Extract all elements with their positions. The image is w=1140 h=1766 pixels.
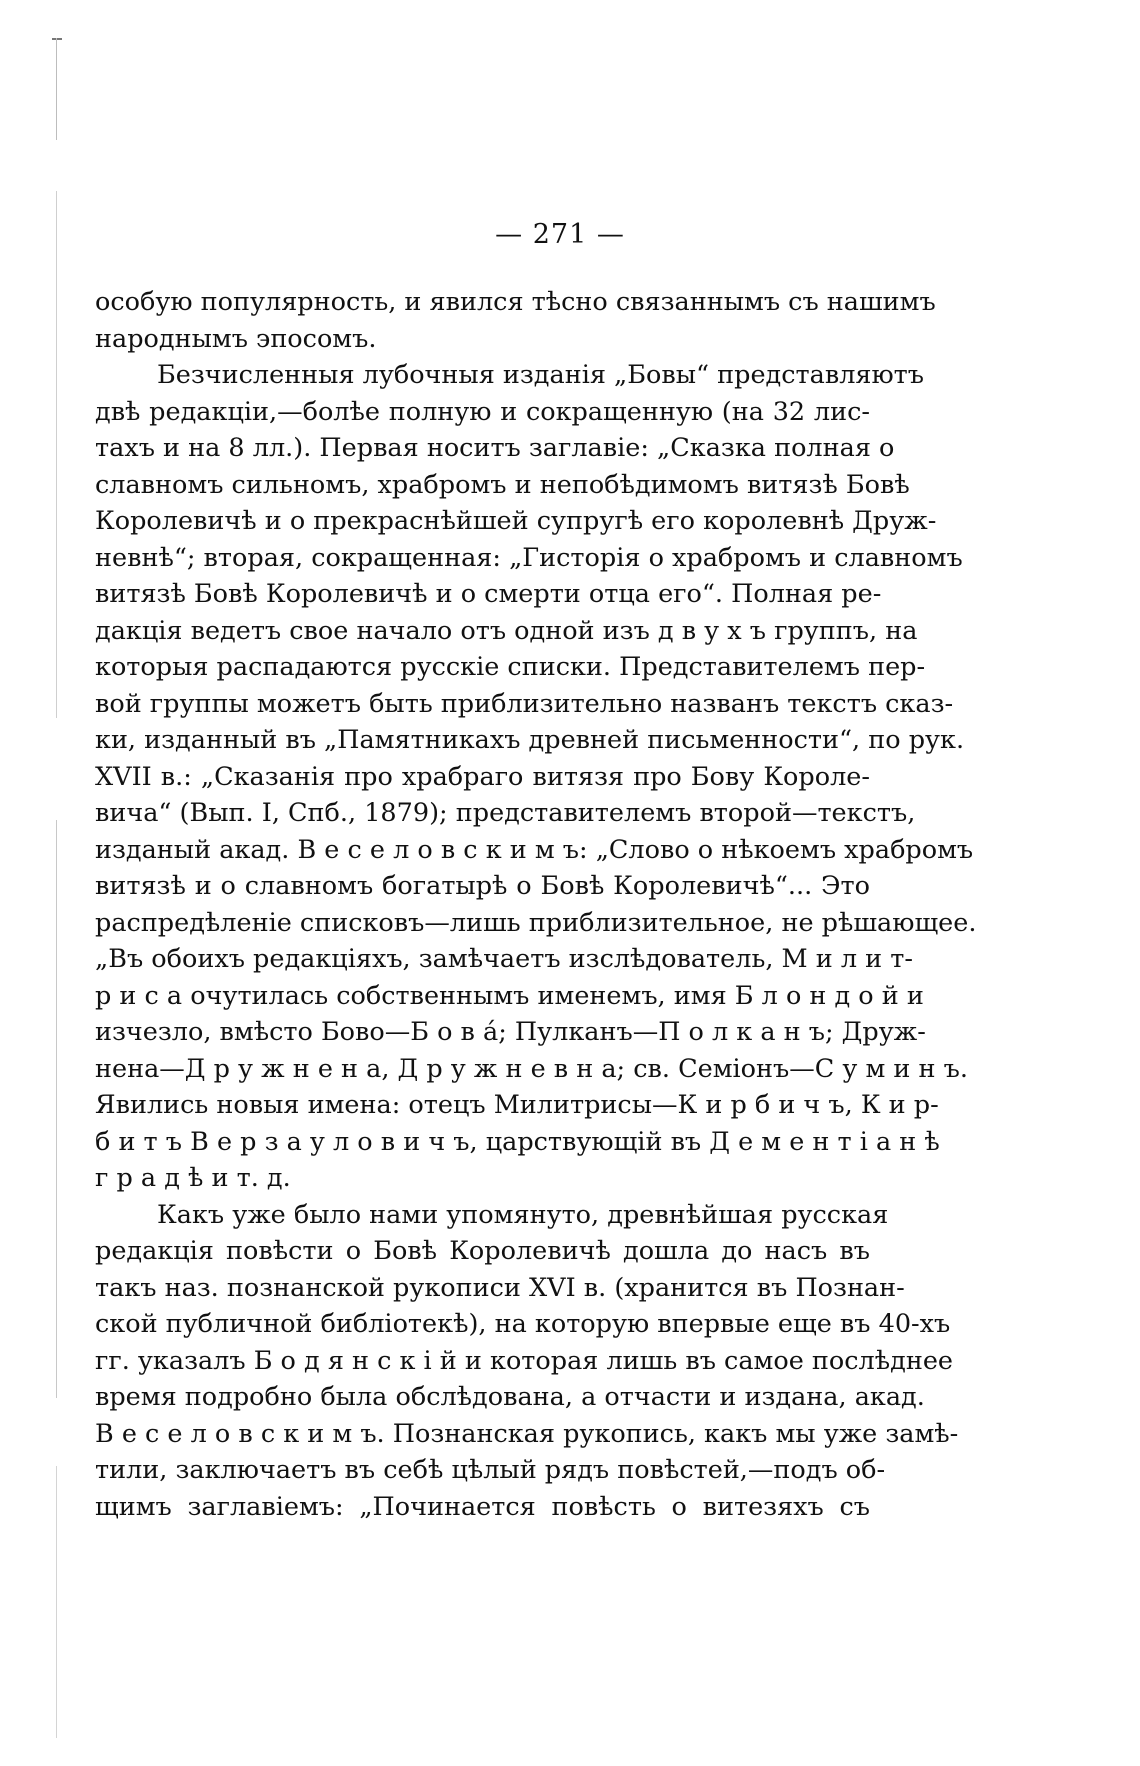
text-line: тили, заключаетъ въ себѣ цѣлый рядъ повѣстей,—подъ об-	[95, 1455, 886, 1485]
text-line: р и с а очутилась собственнымъ именемъ, имя Б л о н д о й и	[95, 980, 924, 1011]
text-line: Королевичѣ и о прекраснѣйшей супругѣ его королевнѣ Друж-	[95, 506, 937, 536]
body-text	[95, 284, 977, 1525]
text-line: такъ наз. познанской рукописи XVI в. (хранится въ Познан-	[95, 1272, 905, 1303]
text-line: двѣ редакціи,—болѣе полную и сокращенную (на 32 лис-	[95, 396, 870, 427]
text-line: витязѣ Бовѣ Королевичѣ и о смерти отца его“. Полная ре-	[95, 579, 882, 609]
text-line: XVII в.: „Сказанія про храбраго витязя про Бову Короле-	[95, 761, 870, 792]
text-line: В е с е л о в с к и м ъ. Познанская рукопись, какъ мы уже замѣ-	[95, 1418, 959, 1449]
text-line: Явились новыя имена: отецъ Милитрисы—К и р б и ч ъ, К и р-	[95, 1090, 939, 1120]
text-line: редакція повѣсти о Бовѣ Королевичѣ дошла до насъ въ	[95, 1236, 870, 1266]
text-line: дакція ведетъ свое начало отъ одной изъ д в у х ъ группъ, на	[95, 615, 918, 646]
text-line: невнѣ“; вторая, сокращенная: „Гисторія о храбромъ и славномъ	[95, 542, 963, 573]
text-line: щимъ заглавіемъ: „Починается повѣсть о витезяхъ съ	[95, 1491, 870, 1522]
text-line: Безчисленныя лубочныя изданія „Бовы“ представляютъ	[157, 360, 925, 390]
text-line: особую популярность, и явился тѣсно связаннымъ съ нашимъ	[95, 287, 936, 317]
text-line: ки, изданный въ „Памятникахъ древней письменности“, по рук.	[95, 725, 965, 755]
text-line: „Въ обоихъ редакціяхъ, замѣчаетъ изслѣдователь, М и л и т-	[95, 944, 913, 974]
text-line: витязѣ и о славномъ богатырѣ о Бовѣ Королевичѣ“... Это	[95, 871, 870, 901]
corner-mark	[52, 38, 62, 40]
text-line: вича“ (Вып. I, Спб., 1879); представителемъ второй—текстъ,	[95, 798, 916, 828]
text-line: нена—Д р у ж н е н а, Д р у ж н е в н а; св. Семіонъ—С у м и н ъ.	[95, 1053, 968, 1084]
text-line: распредѣленіе списковъ—лишь приблизительное, не рѣшающее.	[95, 907, 977, 938]
text-line: которыя распадаются русскіе списки. Представителемъ пер-	[95, 652, 926, 682]
text-line: Какъ уже было нами упомянуто, древнѣйшая русская	[157, 1199, 889, 1230]
text-line: тахъ и на 8 лл.). Первая носитъ заглавіе: „Сказка полная о	[95, 433, 895, 463]
text-line: б и т ъ В е р з а у л о в и ч ъ, царствующій въ Д е м е н т і а н ѣ	[95, 1126, 940, 1157]
page-number: — 271 —	[495, 219, 625, 250]
text-line: изчезло, вмѣсто Бово—Б о в а́; Пулканъ—П о л к а н ъ; Друж-	[95, 1017, 926, 1047]
text-line: вой группы можетъ быть приблизительно названъ текстъ сказ-	[95, 688, 954, 719]
text-line: г р а д ѣ и т. д.	[95, 1163, 291, 1193]
margin-rule	[56, 38, 57, 1738]
text-line: славномъ сильномъ, храбромъ и непобѣдимомъ витязѣ Бовѣ	[95, 469, 910, 500]
text-line: ской публичной библіотекѣ), на которую впервые еще въ 40-хъ	[95, 1309, 951, 1339]
text-line: изданый акад. В е с е л о в с к и м ъ: „Слово о нѣкоемъ храбромъ	[95, 834, 974, 865]
text-line: время подробно была обслѣдована, а отчасти и издана, акад.	[95, 1382, 925, 1412]
text-line: народнымъ эпосомъ.	[95, 323, 377, 354]
text-line: гг. указалъ Б о д я н с к і й и которая лишь въ самое послѣднее	[95, 1345, 954, 1376]
